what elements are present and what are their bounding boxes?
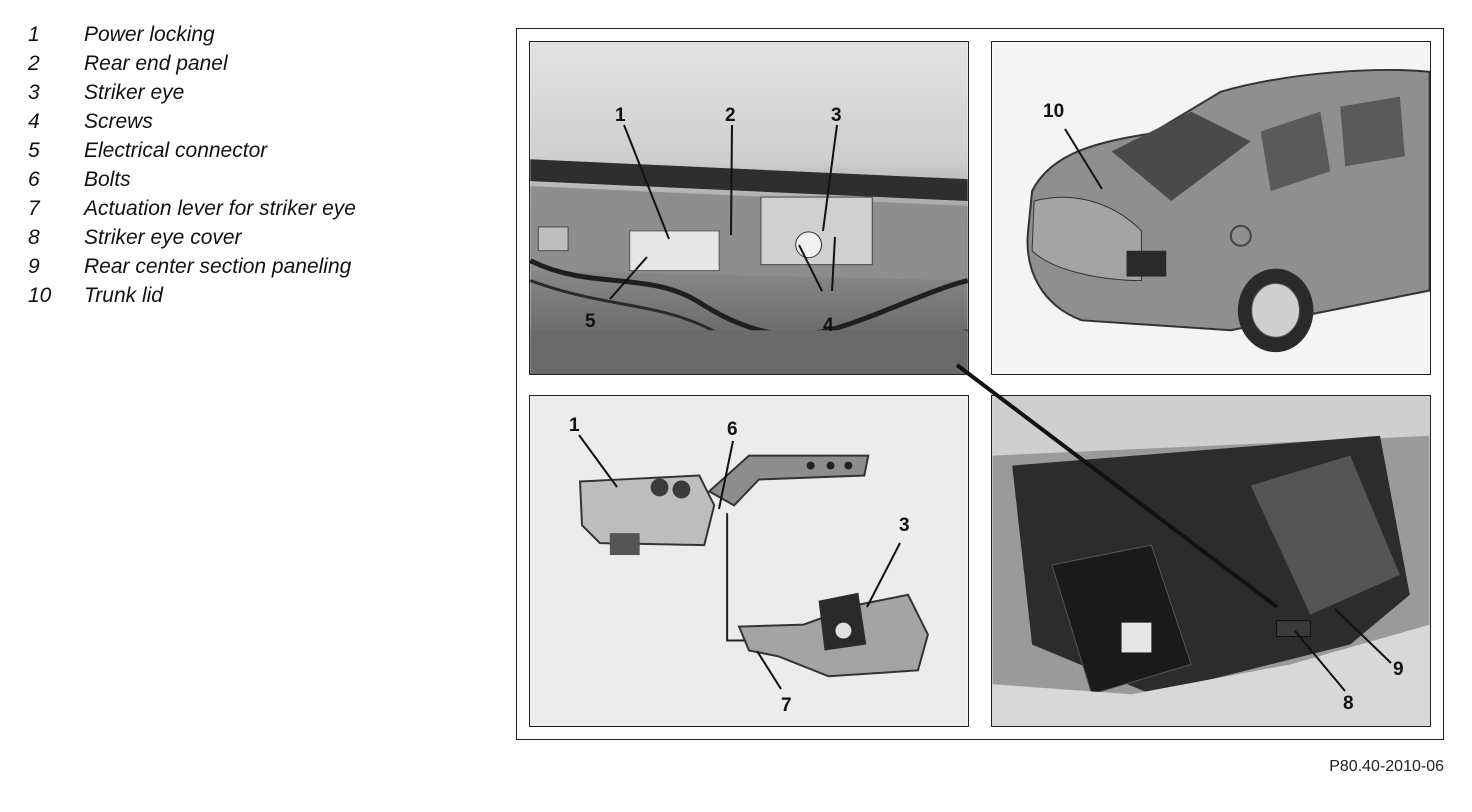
callout-1: 1 — [615, 105, 626, 126]
figure-code: P80.40-2010-06 — [1329, 758, 1444, 775]
figure-frame — [516, 28, 1444, 740]
callout-6: 6 — [727, 419, 738, 440]
callout-7: 7 — [781, 695, 792, 716]
legend-item: 3 Striker eye — [28, 80, 185, 104]
callout-3: 3 — [831, 105, 842, 126]
legend-item: 6 Bolts — [28, 167, 131, 191]
trunk-interior-illustration — [992, 396, 1430, 726]
callout-4: 4 — [823, 315, 834, 336]
callout-1-lower: 1 — [569, 415, 580, 436]
photo-lock-components — [529, 395, 969, 727]
legend-item: 8 Striker eye cover — [28, 225, 242, 249]
photo-rear-end-panel — [529, 41, 969, 375]
callout-5: 5 — [585, 311, 596, 332]
car-rear-illustration — [992, 42, 1430, 374]
callout-10: 10 — [1043, 101, 1065, 122]
lock-components-illustration — [530, 396, 968, 726]
legend-item: 2 Rear end panel — [28, 51, 228, 75]
photo-trunk-interior — [991, 395, 1431, 727]
callout-9: 9 — [1393, 659, 1404, 680]
callout-3-lower: 3 — [899, 515, 910, 536]
rear-end-panel-illustration — [530, 42, 968, 374]
legend-item: 7 Actuation lever for striker eye — [28, 196, 356, 220]
photo-car-rear — [991, 41, 1431, 375]
legend — [28, 20, 356, 310]
legend-item: 4 Screws — [28, 109, 153, 133]
callout-8: 8 — [1343, 693, 1354, 714]
legend-item: 1 Power locking — [28, 22, 215, 46]
callout-2: 2 — [725, 105, 736, 126]
legend-item: 9 Rear center section paneling — [28, 254, 352, 278]
legend-item: 10 Trunk lid — [28, 283, 163, 307]
legend-item: 5 Electrical connector — [28, 138, 268, 162]
